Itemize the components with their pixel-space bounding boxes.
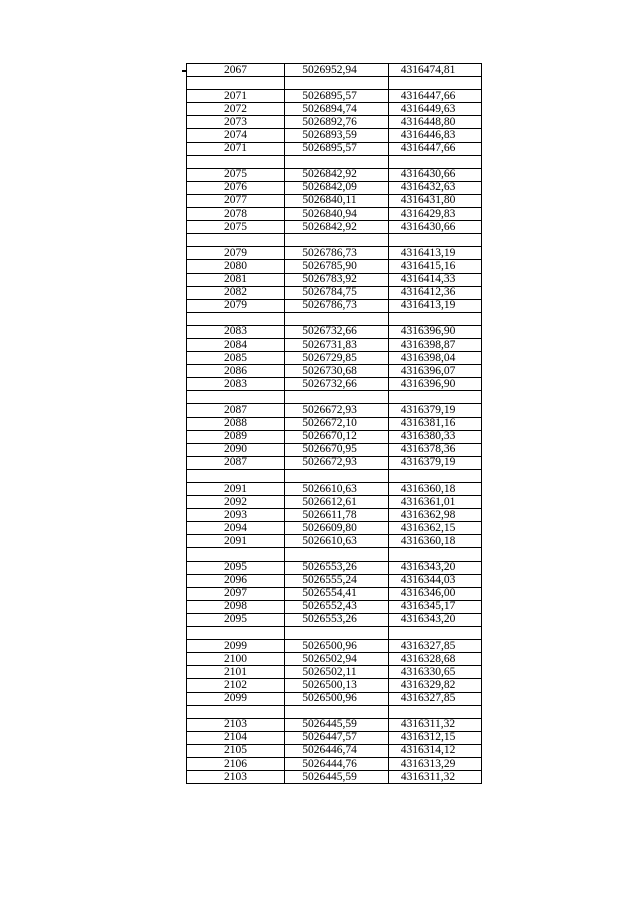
point-number-cell: [187, 155, 285, 168]
table-row: [187, 64, 482, 77]
point-number-cell: 2082: [187, 286, 285, 299]
coordinates-table-body: [187, 64, 482, 784]
y-coordinate-cell: 4316447,66: [389, 142, 482, 155]
y-coordinate-cell: [389, 155, 482, 168]
point-number-cell: 2088: [187, 417, 285, 430]
point-number-cell: 2078: [187, 208, 285, 221]
point-number-cell: 2077: [187, 194, 285, 207]
point-number-cell: 2085: [187, 352, 285, 365]
y-coordinate-cell: 4316345,17: [389, 600, 482, 613]
point-number-cell: 2106: [187, 757, 285, 770]
table-row: [187, 613, 482, 626]
point-number-cell: 2079: [187, 247, 285, 260]
x-coordinate-cell: 5026840,94: [285, 208, 389, 221]
y-coordinate-cell: 4316330,65: [389, 666, 482, 679]
point-number-cell: 2092: [187, 496, 285, 509]
table-row: [187, 731, 482, 744]
point-number-cell: [187, 312, 285, 325]
table-separator-row: [187, 234, 482, 247]
x-coordinate-cell: 5026444,76: [285, 757, 389, 770]
x-coordinate-cell: 5026447,57: [285, 731, 389, 744]
y-coordinate-cell: 4316312,15: [389, 731, 482, 744]
point-number-cell: [187, 627, 285, 640]
x-coordinate-cell: 5026892,76: [285, 116, 389, 129]
table-row: [187, 443, 482, 456]
x-coordinate-cell: 5026731,83: [285, 338, 389, 351]
x-coordinate-cell: 5026672,93: [285, 456, 389, 469]
x-coordinate-cell: 5026553,26: [285, 561, 389, 574]
x-coordinate-cell: 5026840,11: [285, 194, 389, 207]
table-row: [187, 325, 482, 338]
table-row: [187, 404, 482, 417]
point-number-cell: 2095: [187, 561, 285, 574]
y-coordinate-cell: 4316327,85: [389, 640, 482, 653]
point-number-cell: 2076: [187, 181, 285, 194]
x-coordinate-cell: 5026612,61: [285, 496, 389, 509]
point-number-cell: [187, 469, 285, 482]
point-number-cell: 2071: [187, 142, 285, 155]
y-coordinate-cell: [389, 77, 482, 90]
y-coordinate-cell: 4316413,19: [389, 247, 482, 260]
y-coordinate-cell: 4316396,07: [389, 365, 482, 378]
x-coordinate-cell: 5026729,85: [285, 352, 389, 365]
table-separator-row: [187, 469, 482, 482]
table-row: [187, 365, 482, 378]
x-coordinate-cell: 5026783,92: [285, 273, 389, 286]
x-coordinate-cell: [285, 234, 389, 247]
table-row: [187, 286, 482, 299]
point-number-cell: 2100: [187, 653, 285, 666]
y-coordinate-cell: 4316396,90: [389, 378, 482, 391]
y-coordinate-cell: 4316378,36: [389, 443, 482, 456]
x-coordinate-cell: 5026895,57: [285, 142, 389, 155]
x-coordinate-cell: 5026672,93: [285, 404, 389, 417]
y-coordinate-cell: [389, 312, 482, 325]
point-number-cell: 2104: [187, 731, 285, 744]
y-coordinate-cell: 4316360,18: [389, 483, 482, 496]
point-number-cell: 2083: [187, 378, 285, 391]
point-number-cell: 2079: [187, 299, 285, 312]
x-coordinate-cell: 5026784,75: [285, 286, 389, 299]
point-number-cell: 2098: [187, 600, 285, 613]
table-row: [187, 273, 482, 286]
table-row: [187, 208, 482, 221]
y-coordinate-cell: 4316311,32: [389, 771, 482, 784]
point-number-cell: 2094: [187, 522, 285, 535]
x-coordinate-cell: 5026786,73: [285, 247, 389, 260]
x-coordinate-cell: 5026842,09: [285, 181, 389, 194]
y-coordinate-cell: [389, 391, 482, 404]
x-coordinate-cell: [285, 627, 389, 640]
x-coordinate-cell: 5026611,78: [285, 509, 389, 522]
table-row: [187, 168, 482, 181]
y-coordinate-cell: 4316430,66: [389, 168, 482, 181]
point-number-cell: 2090: [187, 443, 285, 456]
y-coordinate-cell: 4316432,63: [389, 181, 482, 194]
table-row: [187, 103, 482, 116]
point-number-cell: 2099: [187, 640, 285, 653]
table-separator-row: [187, 391, 482, 404]
coordinates-table: [186, 63, 482, 784]
table-row: [187, 653, 482, 666]
x-coordinate-cell: [285, 705, 389, 718]
table-separator-row: [187, 312, 482, 325]
y-coordinate-cell: 4316381,16: [389, 417, 482, 430]
x-coordinate-cell: 5026842,92: [285, 221, 389, 234]
point-number-cell: 2102: [187, 679, 285, 692]
table-row: [187, 456, 482, 469]
y-coordinate-cell: 4316398,87: [389, 338, 482, 351]
point-number-cell: [187, 548, 285, 561]
y-coordinate-cell: 4316379,19: [389, 456, 482, 469]
table-row: [187, 587, 482, 600]
y-coordinate-cell: 4316398,04: [389, 352, 482, 365]
x-coordinate-cell: 5026500,96: [285, 692, 389, 705]
table-row: [187, 600, 482, 613]
y-coordinate-cell: 4316311,32: [389, 718, 482, 731]
point-number-cell: [187, 705, 285, 718]
x-coordinate-cell: [285, 469, 389, 482]
y-coordinate-cell: 4316346,00: [389, 587, 482, 600]
table-row: [187, 522, 482, 535]
point-number-cell: [187, 77, 285, 90]
point-number-cell: 2075: [187, 221, 285, 234]
y-coordinate-cell: 4316431,80: [389, 194, 482, 207]
y-coordinate-cell: 4316413,19: [389, 299, 482, 312]
y-coordinate-cell: 4316474,81: [389, 64, 482, 77]
point-number-cell: 2081: [187, 273, 285, 286]
x-coordinate-cell: [285, 155, 389, 168]
y-coordinate-cell: 4316379,19: [389, 404, 482, 417]
x-coordinate-cell: [285, 77, 389, 90]
table-row: [187, 260, 482, 273]
point-number-cell: 2091: [187, 535, 285, 548]
point-number-cell: 2103: [187, 718, 285, 731]
table-row: [187, 692, 482, 705]
table-separator-row: [187, 155, 482, 168]
point-number-cell: 2097: [187, 587, 285, 600]
y-coordinate-cell: 4316396,90: [389, 325, 482, 338]
table-row: [187, 561, 482, 574]
table-row: [187, 535, 482, 548]
x-coordinate-cell: 5026610,63: [285, 535, 389, 548]
y-coordinate-cell: 4316447,66: [389, 90, 482, 103]
y-coordinate-cell: 4316449,63: [389, 103, 482, 116]
table-row: [187, 509, 482, 522]
y-coordinate-cell: [389, 548, 482, 561]
y-coordinate-cell: 4316380,33: [389, 430, 482, 443]
point-number-cell: 2080: [187, 260, 285, 273]
x-coordinate-cell: 5026670,95: [285, 443, 389, 456]
x-coordinate-cell: 5026670,12: [285, 430, 389, 443]
table-row: [187, 771, 482, 784]
y-coordinate-cell: 4316430,66: [389, 221, 482, 234]
x-coordinate-cell: 5026842,92: [285, 168, 389, 181]
table-row: [187, 116, 482, 129]
x-coordinate-cell: 5026553,26: [285, 613, 389, 626]
y-coordinate-cell: 4316329,82: [389, 679, 482, 692]
point-number-cell: 2075: [187, 168, 285, 181]
table-row: [187, 430, 482, 443]
x-coordinate-cell: 5026555,24: [285, 574, 389, 587]
x-coordinate-cell: 5026552,43: [285, 600, 389, 613]
table-row: [187, 666, 482, 679]
y-coordinate-cell: 4316415,16: [389, 260, 482, 273]
x-coordinate-cell: 5026895,57: [285, 90, 389, 103]
point-number-cell: 2086: [187, 365, 285, 378]
x-coordinate-cell: 5026893,59: [285, 129, 389, 142]
x-coordinate-cell: 5026730,68: [285, 365, 389, 378]
table-row: [187, 221, 482, 234]
table-row: [187, 744, 482, 757]
x-coordinate-cell: 5026610,63: [285, 483, 389, 496]
y-coordinate-cell: 4316414,33: [389, 273, 482, 286]
table-row: [187, 299, 482, 312]
point-number-cell: 2083: [187, 325, 285, 338]
point-number-cell: 2093: [187, 509, 285, 522]
y-coordinate-cell: [389, 469, 482, 482]
point-number-cell: 2084: [187, 338, 285, 351]
table-separator-row: [187, 627, 482, 640]
table-row: [187, 640, 482, 653]
y-coordinate-cell: 4316327,85: [389, 692, 482, 705]
point-number-cell: 2087: [187, 456, 285, 469]
x-coordinate-cell: 5026445,59: [285, 718, 389, 731]
x-coordinate-cell: 5026445,59: [285, 771, 389, 784]
table-row: [187, 338, 482, 351]
point-number-cell: 2095: [187, 613, 285, 626]
y-coordinate-cell: 4316361,01: [389, 496, 482, 509]
x-coordinate-cell: 5026500,96: [285, 640, 389, 653]
point-number-cell: 2105: [187, 744, 285, 757]
y-coordinate-cell: 4316314,12: [389, 744, 482, 757]
table-row: [187, 352, 482, 365]
table-separator-row: [187, 77, 482, 90]
x-coordinate-cell: 5026785,90: [285, 260, 389, 273]
point-number-cell: 2087: [187, 404, 285, 417]
x-coordinate-cell: 5026502,94: [285, 653, 389, 666]
y-coordinate-cell: 4316446,83: [389, 129, 482, 142]
y-coordinate-cell: [389, 234, 482, 247]
table-row: [187, 194, 482, 207]
x-coordinate-cell: 5026952,94: [285, 64, 389, 77]
point-number-cell: 2091: [187, 483, 285, 496]
table-row: [187, 483, 482, 496]
point-number-cell: 2067: [187, 64, 285, 77]
y-coordinate-cell: 4316328,68: [389, 653, 482, 666]
table-row: [187, 679, 482, 692]
point-number-cell: 2071: [187, 90, 285, 103]
table-row: [187, 181, 482, 194]
point-number-cell: 2074: [187, 129, 285, 142]
y-coordinate-cell: 4316360,18: [389, 535, 482, 548]
y-coordinate-cell: 4316362,15: [389, 522, 482, 535]
table-row: [187, 142, 482, 155]
table-row: [187, 496, 482, 509]
y-coordinate-cell: 4316362,98: [389, 509, 482, 522]
table-row: [187, 129, 482, 142]
y-coordinate-cell: 4316313,29: [389, 757, 482, 770]
x-coordinate-cell: [285, 391, 389, 404]
x-coordinate-cell: 5026732,66: [285, 378, 389, 391]
table-row: [187, 247, 482, 260]
point-number-cell: 2072: [187, 103, 285, 116]
table-row: [187, 574, 482, 587]
point-number-cell: [187, 234, 285, 247]
x-coordinate-cell: 5026502,11: [285, 666, 389, 679]
y-coordinate-cell: 4316448,80: [389, 116, 482, 129]
y-coordinate-cell: 4316429,83: [389, 208, 482, 221]
table-row: [187, 718, 482, 731]
y-coordinate-cell: 4316344,03: [389, 574, 482, 587]
table-row: [187, 378, 482, 391]
y-coordinate-cell: 4316343,20: [389, 613, 482, 626]
point-number-cell: 2101: [187, 666, 285, 679]
point-number-cell: 2099: [187, 692, 285, 705]
x-coordinate-cell: 5026786,73: [285, 299, 389, 312]
table-row: [187, 90, 482, 103]
table-row: [187, 757, 482, 770]
x-coordinate-cell: 5026732,66: [285, 325, 389, 338]
x-coordinate-cell: [285, 548, 389, 561]
y-coordinate-cell: [389, 705, 482, 718]
point-number-cell: 2103: [187, 771, 285, 784]
x-coordinate-cell: [285, 312, 389, 325]
x-coordinate-cell: 5026672,10: [285, 417, 389, 430]
point-number-cell: 2089: [187, 430, 285, 443]
table-row: [187, 417, 482, 430]
x-coordinate-cell: 5026894,74: [285, 103, 389, 116]
point-number-cell: [187, 391, 285, 404]
y-coordinate-cell: 4316343,20: [389, 561, 482, 574]
point-number-cell: 2096: [187, 574, 285, 587]
x-coordinate-cell: 5026500,13: [285, 679, 389, 692]
point-number-cell: 2073: [187, 116, 285, 129]
y-coordinate-cell: 4316412,36: [389, 286, 482, 299]
x-coordinate-cell: 5026609,80: [285, 522, 389, 535]
x-coordinate-cell: 5026554,41: [285, 587, 389, 600]
table-separator-row: [187, 548, 482, 561]
y-coordinate-cell: [389, 627, 482, 640]
x-coordinate-cell: 5026446,74: [285, 744, 389, 757]
table-separator-row: [187, 705, 482, 718]
